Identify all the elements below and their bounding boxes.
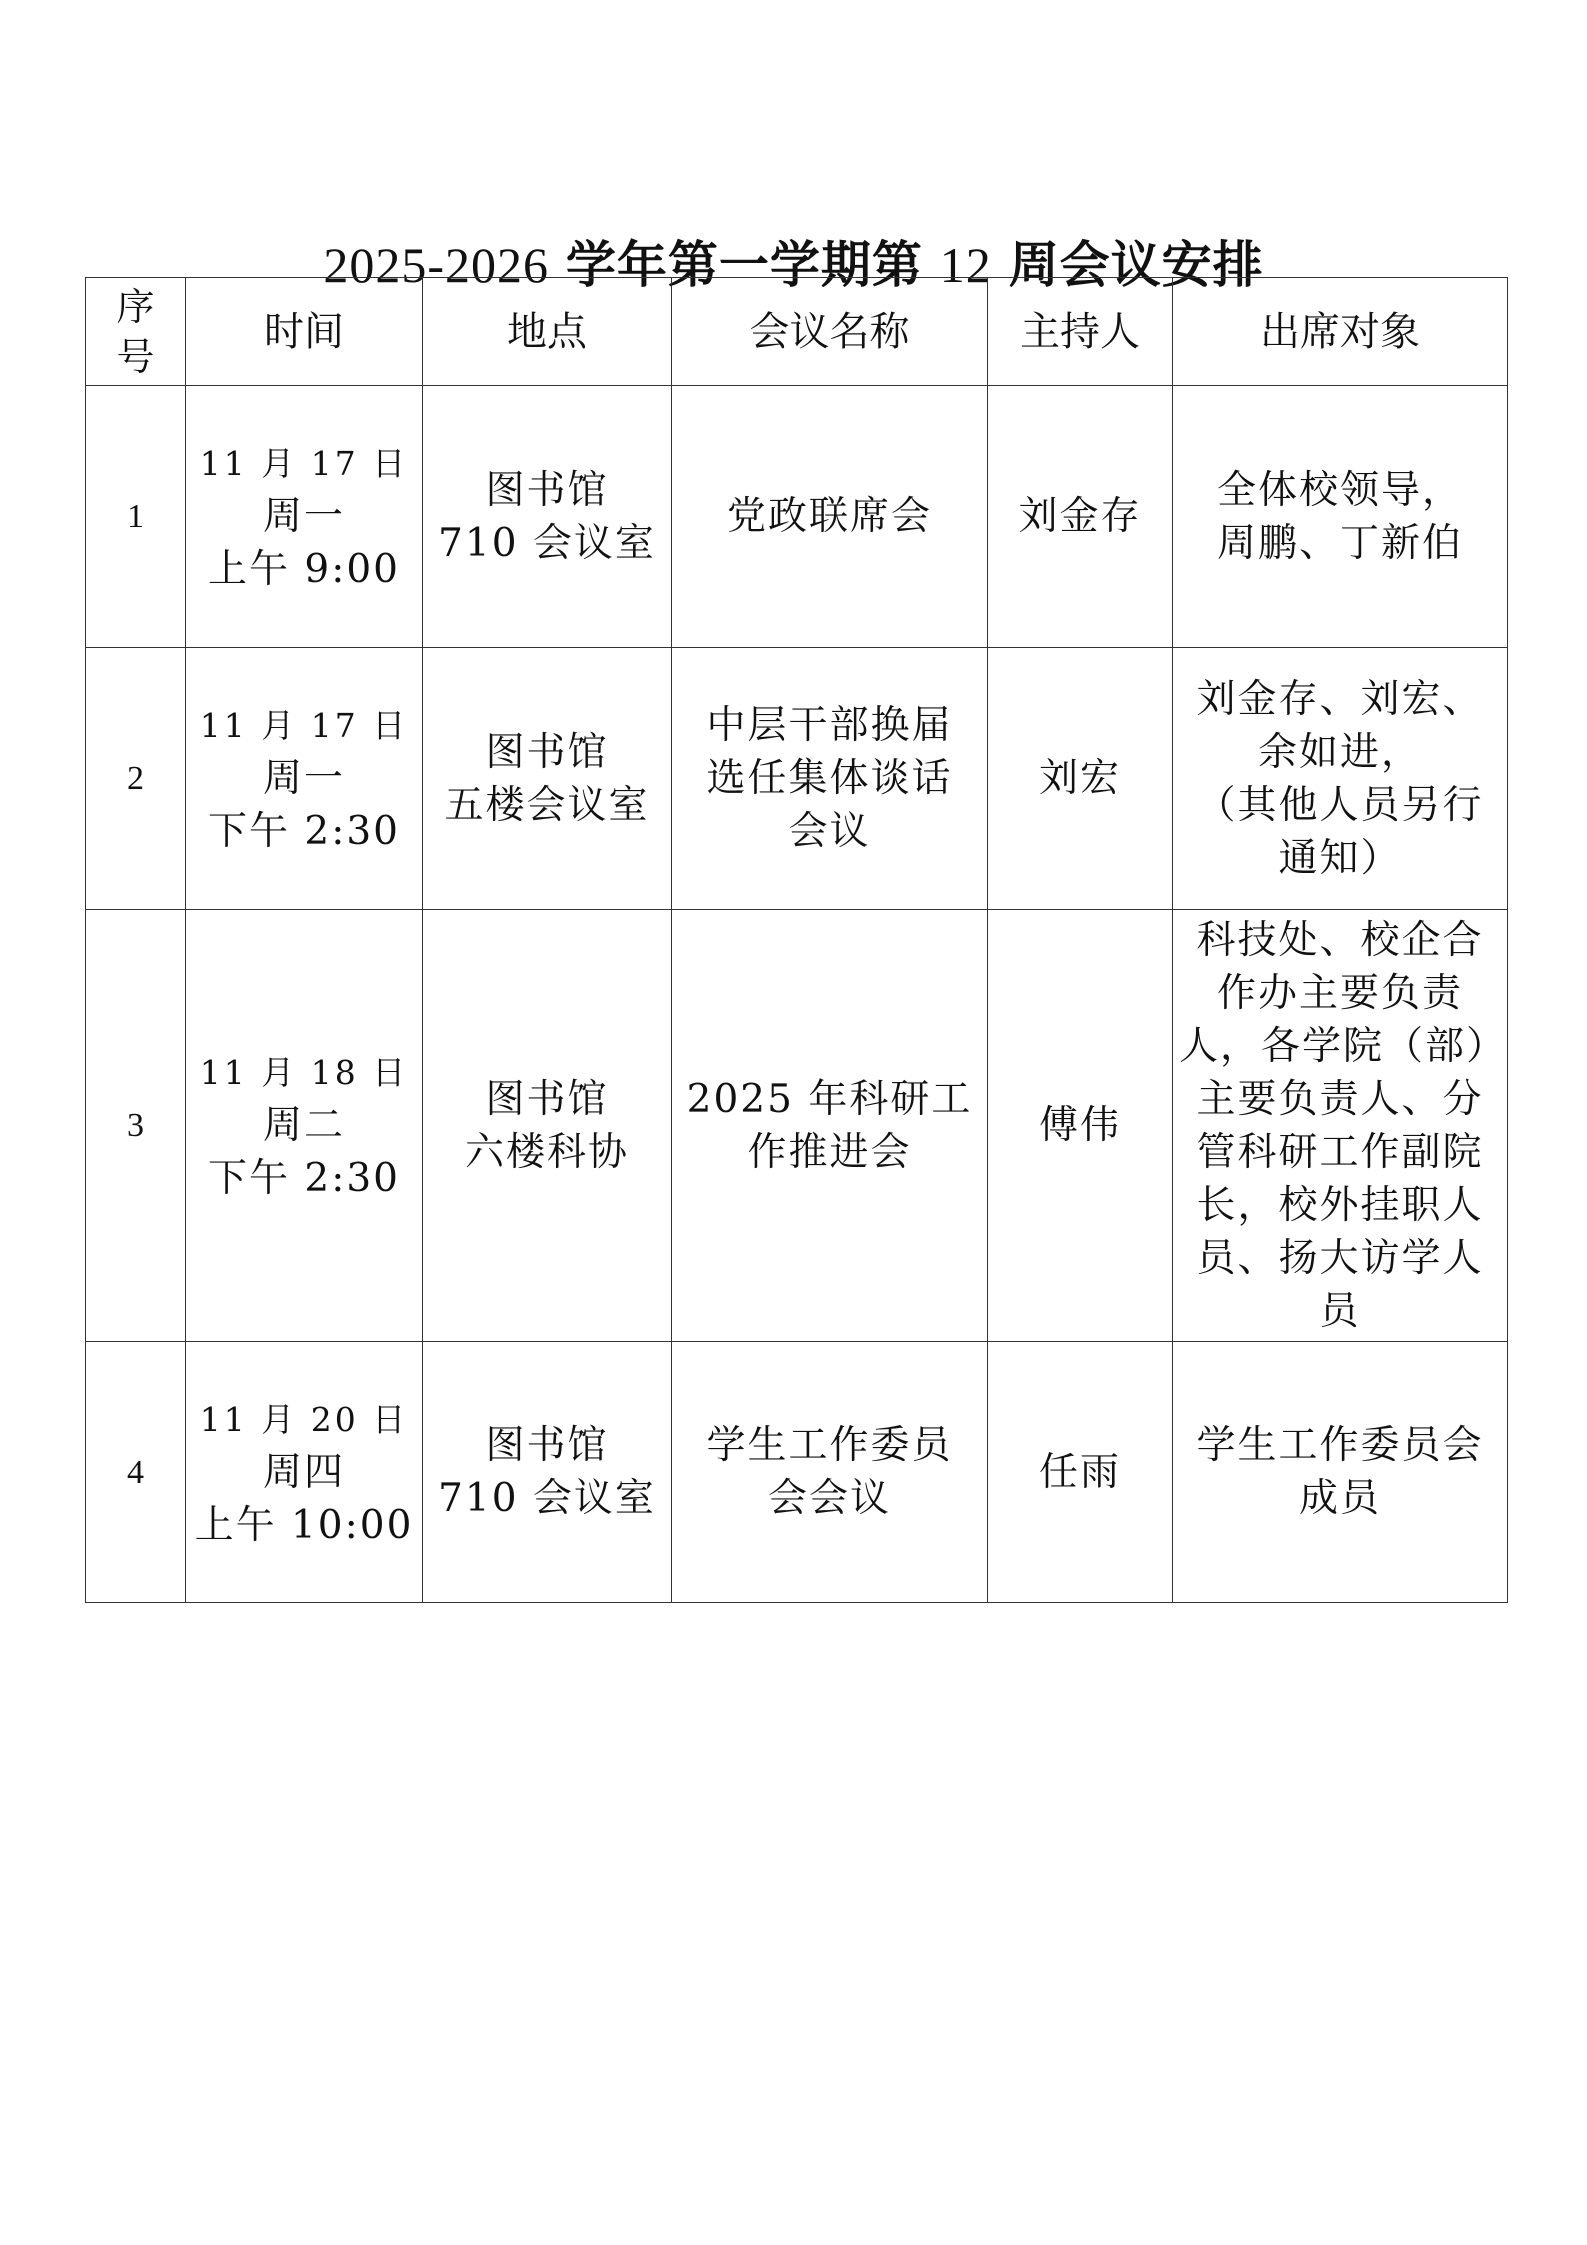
- attendees-cell: [1173, 910, 1508, 1342]
- host-cell: 刘宏: [988, 648, 1173, 910]
- location-line: 图书馆: [485, 467, 609, 513]
- meeting-line: 会会议: [767, 1476, 891, 1521]
- meeting-name-cell: [672, 910, 988, 1342]
- attendees-line: 学生工作委员会: [1196, 1423, 1484, 1468]
- title-term-text: 学年第一学期第: [565, 235, 923, 294]
- meeting-schedule-table: [85, 277, 1508, 1603]
- time-text: 下午 2:30: [208, 1156, 400, 1201]
- table-row: [86, 910, 1508, 1342]
- attendees-line: 周鹏、丁新伯: [1216, 520, 1463, 566]
- attendees-line: 科技处、校企合: [1196, 917, 1484, 963]
- attendees-line: 成员: [1298, 1476, 1381, 1521]
- location-line: 图书馆: [485, 729, 609, 775]
- title-year-span: 2025-2026: [323, 236, 549, 293]
- location-cell: [423, 648, 672, 910]
- date-text: 11 月 18 日: [199, 1053, 409, 1092]
- header-seq-line1: 序: [116, 284, 155, 329]
- meeting-name-cell: [672, 648, 988, 910]
- seq-cell: 1: [86, 386, 186, 648]
- meeting-line: 选任集体谈话: [706, 756, 953, 801]
- attendees-line: 员、扬大访学人: [1196, 1235, 1484, 1281]
- seq-cell: 4: [86, 1342, 186, 1603]
- location-cell: [423, 386, 672, 648]
- title-schedule-text: 周会议安排: [1008, 235, 1264, 294]
- header-host: 主持人: [988, 278, 1173, 386]
- header-row: [86, 278, 1508, 386]
- attendees-line: 员: [1319, 1288, 1361, 1334]
- attendees-line: 刘金存、刘宏、: [1196, 676, 1484, 722]
- time-cell: [186, 1342, 423, 1603]
- time-cell: [186, 386, 423, 648]
- meeting-line: 2025 年科研工: [686, 1076, 973, 1122]
- weekday-text: 周四: [262, 1449, 345, 1495]
- date-text: 11 月 17 日: [199, 706, 409, 745]
- meeting-line: 学生工作委员: [706, 1423, 953, 1468]
- header-attendees: 出席对象: [1173, 278, 1508, 386]
- table-row: [86, 1342, 1508, 1603]
- attendees-cell: [1173, 1342, 1508, 1603]
- meeting-line: 党政联席会: [726, 494, 932, 539]
- header-time: 时间: [186, 278, 423, 386]
- attendees-line: 管科研工作副院: [1196, 1129, 1484, 1175]
- location-line: 图书馆: [485, 1076, 609, 1122]
- header-meeting-name: 会议名称: [672, 278, 988, 386]
- attendees-line: （其他人员另行: [1196, 782, 1484, 828]
- time-text: 上午 10:00: [194, 1502, 414, 1548]
- attendees-cell: [1173, 386, 1508, 648]
- table-row: [86, 648, 1508, 910]
- location-line: 710 会议室: [438, 520, 656, 566]
- location-line: 六楼科协: [464, 1129, 629, 1175]
- meeting-name-cell: [672, 1342, 988, 1603]
- weekday-text: 周一: [262, 756, 345, 801]
- time-cell: [186, 910, 423, 1342]
- weekday-text: 周一: [262, 494, 345, 539]
- attendees-line: 人，各学院（部）: [1179, 1023, 1508, 1069]
- location-cell: [423, 910, 672, 1342]
- time-text: 上午 9:00: [208, 547, 400, 592]
- header-seq: [86, 278, 186, 386]
- meeting-name-cell: [672, 386, 988, 648]
- host-cell: 傅伟: [988, 910, 1173, 1342]
- location-line: 710 会议室: [438, 1476, 656, 1521]
- meeting-line: 会议: [788, 809, 871, 854]
- date-text: 11 月 17 日: [199, 444, 409, 483]
- weekday-text: 周二: [262, 1103, 345, 1148]
- seq-cell: 2: [86, 648, 186, 910]
- title-week-number: 12: [939, 236, 992, 293]
- location-line: 五楼会议室: [444, 782, 650, 828]
- header-seq-line2: 号: [116, 334, 155, 379]
- host-cell: 任雨: [988, 1342, 1173, 1603]
- host-cell: 刘金存: [988, 386, 1173, 648]
- location-line: 图书馆: [485, 1423, 609, 1468]
- location-cell: [423, 1342, 672, 1603]
- attendees-line: 作办主要负责: [1216, 970, 1463, 1016]
- attendees-line: 主要负责人、分: [1196, 1076, 1484, 1122]
- meeting-line: 作推进会: [747, 1129, 912, 1175]
- seq-cell: 3: [86, 910, 186, 1342]
- time-cell: [186, 648, 423, 910]
- meeting-line: 中层干部换届: [706, 703, 953, 748]
- time-text: 下午 2:30: [208, 809, 400, 854]
- attendees-line: 余如进，: [1257, 729, 1422, 775]
- attendees-cell: [1173, 648, 1508, 910]
- attendees-line: 长，校外挂职人: [1196, 1182, 1484, 1228]
- attendees-line: 通知）: [1278, 835, 1402, 881]
- attendees-line: 全体校领导，: [1216, 467, 1463, 513]
- table-row: [86, 386, 1508, 648]
- header-location: 地点: [423, 278, 672, 386]
- date-text: 11 月 20 日: [199, 1399, 409, 1439]
